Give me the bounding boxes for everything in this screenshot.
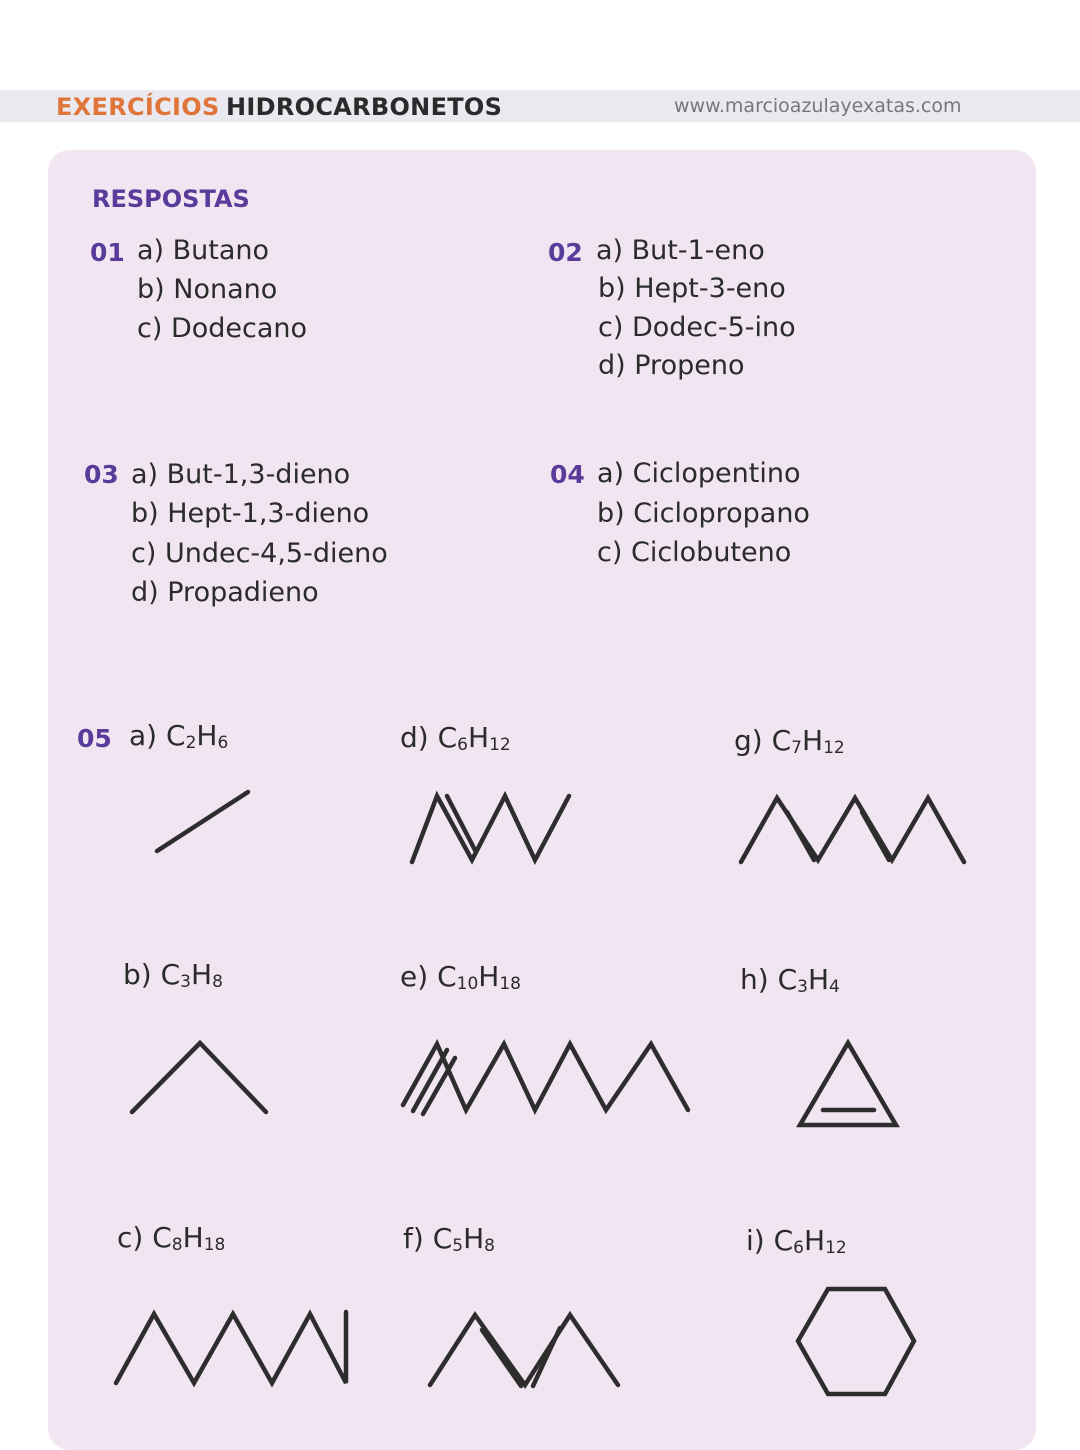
formula-f: f) $C_5H_8$ [403, 1222, 495, 1256]
answer-03-a: a) But-1,3-dieno [131, 459, 351, 490]
answer-03-c: c) Undec-4,5-dieno [131, 538, 388, 569]
structure-i-cyclohexane [798, 1289, 914, 1394]
section-title: RESPOSTAS [92, 185, 250, 213]
answer-01-a: a) Butano [137, 235, 270, 266]
structure-c-octane [116, 1312, 346, 1383]
answer-03-b: b) Hept-1,3-dieno [131, 498, 370, 529]
formula-c: c) $C_8H_{18}$ [117, 1221, 226, 1255]
structure-e-decyne [403, 1044, 688, 1114]
formula-e: e) $C_{10}H_{18}$ [400, 960, 521, 994]
question-number-01: 01 [90, 238, 125, 267]
question-number-03: 03 [84, 460, 119, 489]
answer-03-d: d) Propadieno [131, 577, 319, 608]
question-number-05: 05 [77, 724, 112, 753]
answer-01-c: c) Dodecano [137, 313, 308, 344]
structure-f-pentadiene [430, 1315, 618, 1386]
question-number-04: 04 [550, 460, 585, 489]
question-number-02: 02 [548, 238, 583, 267]
structure-b-propane [132, 1043, 266, 1112]
formula-d: d) $C_6H_{12}$ [400, 721, 511, 755]
answer-02-c: c) Dodec-5-ino [598, 312, 796, 343]
structure-g-heptadiene [741, 798, 964, 862]
header-website: www.marcioazulayexatas.com [674, 95, 962, 117]
answer-04-a: a) Ciclopentino [597, 458, 801, 489]
answer-02-b: b) Hept-3-eno [598, 273, 786, 304]
formula-h: h) $C_3H_4$ [740, 963, 840, 997]
formula-b: b) $C_3H_8$ [123, 958, 223, 992]
answer-02-d: d) Propeno [598, 350, 745, 381]
structure-d-hexene [412, 796, 569, 862]
header-title-exercicios: EXERCÍCIOS [56, 93, 220, 121]
structure-h-cyclopropene [800, 1043, 896, 1125]
answer-02-a: a) But-1-eno [596, 235, 765, 266]
formula-i: i) $C_6H_{12}$ [746, 1224, 847, 1258]
formula-g: g) $C_7H_{12}$ [734, 724, 845, 758]
header-title-topic: HIDROCARBONETOS [226, 93, 503, 121]
structure-a-ethane [157, 792, 248, 851]
formula-a: a) $C_2H_6$ [129, 719, 229, 753]
answer-04-b: b) Ciclopropano [597, 498, 810, 529]
answer-04-c: c) Ciclobuteno [597, 537, 792, 568]
answer-01-b: b) Nonano [137, 274, 278, 305]
